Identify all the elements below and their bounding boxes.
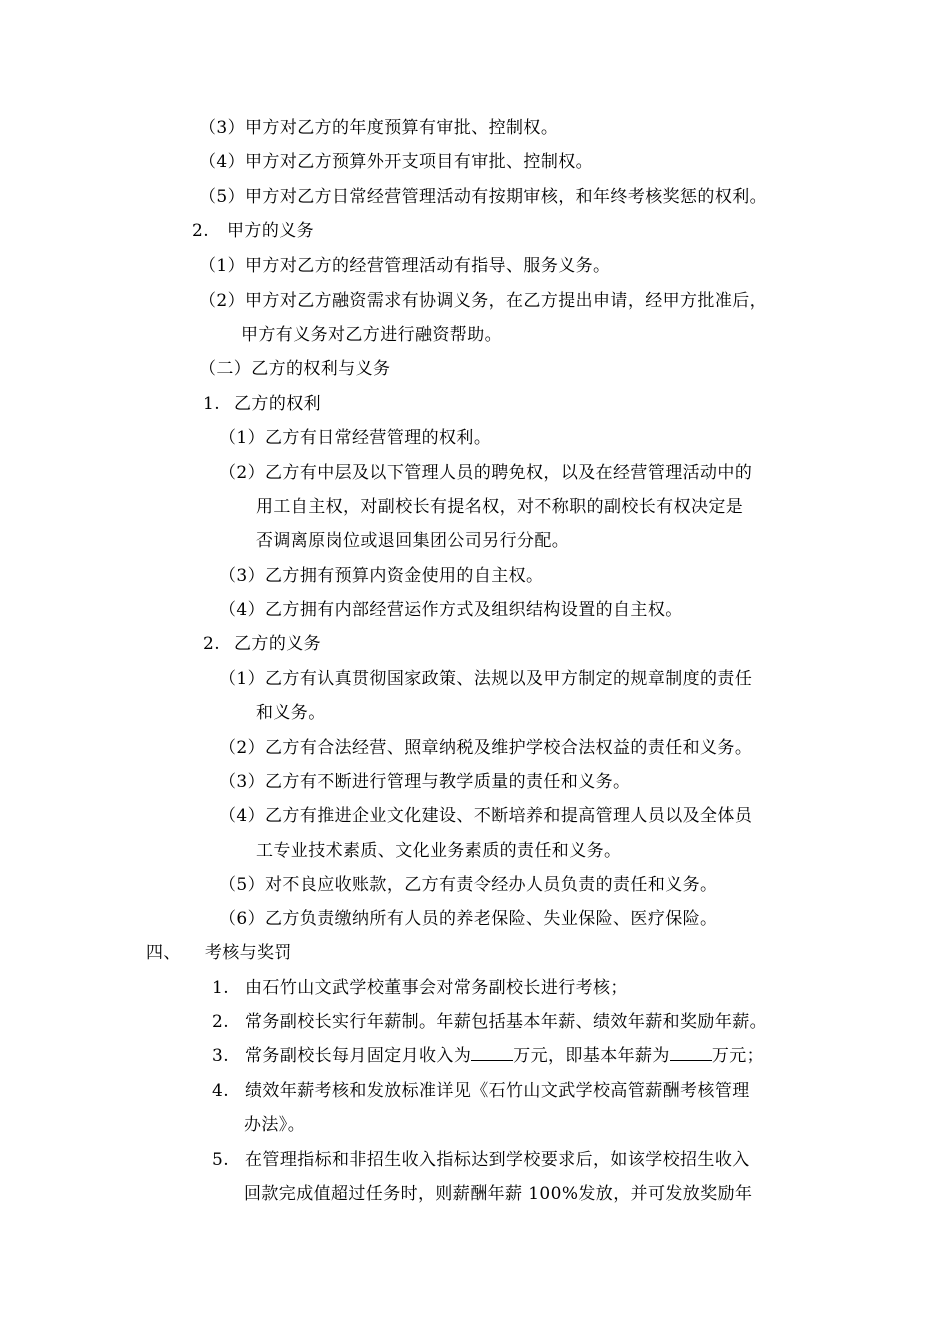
d6: （6）乙方负责缴纳所有人员的养老保险、失业保险、医疗保险。 — [219, 909, 718, 929]
blank-1 — [471, 1044, 513, 1061]
e2 — [212, 1010, 767, 1034]
text-c: 万元； — [711, 1046, 765, 1066]
b2-line1: （2）甲方对乙方融资需求有协调义务，在乙方提出申请，经甲方批准后， — [199, 291, 768, 311]
d1-line1: （1）乙方有认真贯彻国家政策、法规以及甲方制定的规章制度的责任 — [219, 669, 753, 689]
a3: （3）甲方对乙方的年度预算有审批、控制权。 — [199, 118, 559, 138]
c3: （3）乙方拥有预算内资金使用的自主权。 — [219, 566, 544, 586]
num: 1. — [212, 978, 230, 998]
e3 — [212, 1044, 764, 1068]
num: 3. — [212, 1046, 230, 1066]
d4-line2: 工专业技术素质、文化业务素质的责任和义务。 — [256, 841, 622, 861]
c2-line3: 否调离原岗位或退回集团公司另行分配。 — [256, 531, 570, 551]
num: 2. — [203, 634, 221, 654]
num: 2. — [192, 221, 210, 241]
text: 在管理指标和非招生收入指标达到学校要求后，如该学校招生收入 — [245, 1150, 750, 1170]
c1: （1）乙方有日常经营管理的权利。 — [219, 428, 492, 448]
yi-duty-heading — [203, 632, 321, 656]
blank-2 — [670, 1044, 712, 1061]
a4: （4）甲方对乙方预算外开支项目有审批、控制权。 — [199, 152, 594, 172]
b1: （1）甲方对乙方的经营管理活动有指导、服务义务。 — [199, 256, 611, 276]
c2-line2: 用工自主权，对副校长有提名权，对不称职的副校长有权决定是 — [256, 497, 744, 517]
text-a: 常务副校长每月固定月收入为 — [245, 1046, 472, 1066]
c4: （4）乙方拥有内部经营运作方式及组织结构设置的自主权。 — [219, 600, 683, 620]
num: 2. — [212, 1012, 230, 1032]
text: 乙方的权利 — [234, 394, 322, 414]
e4-line2: 办法》。 — [244, 1115, 306, 1135]
text: 甲方的义务 — [227, 221, 315, 241]
d3: （3）乙方有不断进行管理与教学质量的责任和义务。 — [219, 772, 631, 792]
d1-line2: 和义务。 — [256, 703, 326, 723]
d4-line1: （4）乙方有推进企业文化建设、不断培养和提高管理人员以及全体员 — [219, 806, 753, 826]
e4 — [212, 1079, 750, 1103]
e5 — [212, 1148, 750, 1172]
section-four-heading — [146, 941, 292, 965]
e1 — [212, 976, 628, 1000]
text: 乙方的义务 — [234, 634, 322, 654]
text: 绩效年薪考核和发放标准详见《石竹山文武学校高管薪酬考核管理 — [245, 1081, 750, 1101]
text: 由石竹山文武学校董事会对常务副校长进行考核； — [245, 978, 628, 998]
num: 4. — [212, 1081, 230, 1101]
num: 5. — [212, 1150, 230, 1170]
e5-line2: 回款完成值超过任务时，则薪酬年薪 100%发放，并可发放奖励年 — [244, 1184, 753, 1204]
num: 1. — [203, 394, 221, 414]
jia-duty-heading — [192, 219, 314, 243]
c2-line1: （2）乙方有中层及以下管理人员的聘免权，以及在经营管理活动中的 — [219, 463, 753, 483]
yi-right-heading — [203, 392, 321, 416]
a5: （5）甲方对乙方日常经营管理活动有按期审核，和年终考核奖惩的权利。 — [199, 187, 768, 207]
text: 常务副校长实行年薪制。年薪包括基本年薪、绩效年薪和奖励年薪。 — [245, 1012, 768, 1032]
b2-line2: 甲方有义务对乙方进行融资帮助。 — [241, 325, 502, 345]
num: 四、 — [146, 943, 181, 963]
section-yi: （二）乙方的权利与义务 — [199, 359, 391, 379]
d5: （5）对不良应收账款，乙方有责令经办人员负责的责任和义务。 — [219, 875, 718, 895]
text: 考核与奖罚 — [204, 943, 292, 963]
d2: （2）乙方有合法经营、照章纳税及维护学校合法权益的责任和义务。 — [219, 738, 753, 758]
text-b: 万元，即基本年薪为 — [513, 1046, 670, 1066]
